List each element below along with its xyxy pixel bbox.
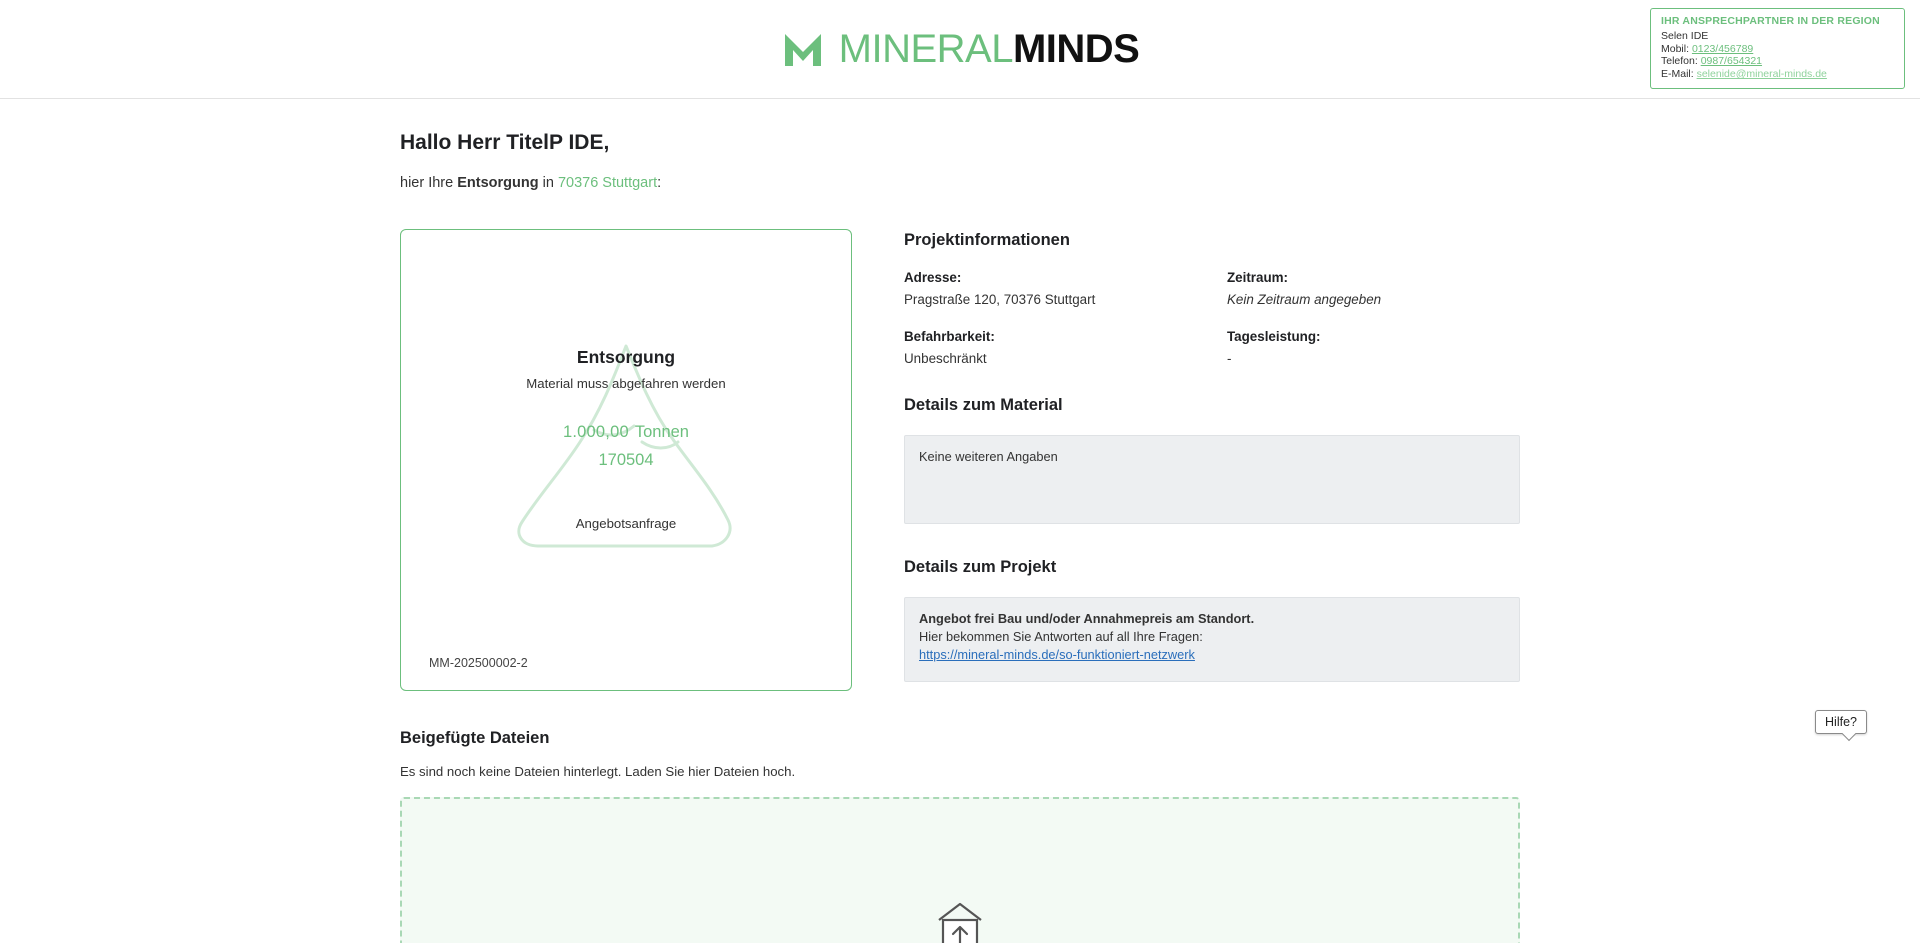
project-info-grid — [904, 270, 1520, 366]
contact-phone-link[interactable]: 0987/654321 — [1700, 55, 1763, 68]
brand-logo[interactable] — [0, 27, 1920, 72]
info-label: Adresse: — [904, 270, 962, 285]
card-amount-unit: Tonnen — [634, 423, 689, 441]
info-field-adresse — [904, 270, 1197, 307]
subtitle-location: 70376 Stuttgart — [557, 175, 658, 191]
card-material-code: 170504 — [598, 451, 654, 469]
info-field-tagesleistung — [1227, 329, 1520, 366]
project-summary-card[interactable] — [400, 229, 852, 691]
card-status-label: Angebotsanfrage — [575, 516, 677, 531]
attachments-title: Beigefügte Dateien — [400, 729, 550, 747]
contact-email-link[interactable]: selenide@mineral-minds.de — [1696, 68, 1827, 81]
regional-contact-box — [1650, 8, 1905, 89]
project-details-panel — [904, 597, 1520, 682]
contact-mobile-row — [1661, 43, 1896, 56]
contact-phone-label: Telefon: — [1661, 55, 1698, 68]
page-title: Hallo Herr TitelP IDE, — [400, 131, 610, 154]
card-amount-row — [401, 423, 851, 442]
project-info-title: Projektinformationen — [904, 231, 1070, 249]
contact-email-row — [1661, 68, 1896, 81]
project-details-subline: Hier bekommen Sie Antworten auf all Ihre Fragen: — [919, 629, 1203, 644]
contact-phone-row — [1661, 55, 1896, 68]
card-reference-number: MM-202500002-2 — [429, 656, 528, 670]
main-columns — [400, 229, 1520, 691]
page-header — [0, 0, 1920, 99]
brand-wordmark — [839, 27, 1140, 72]
info-label: Zeitraum: — [1227, 270, 1289, 285]
info-value: Pragstraße 120, 70376 Stuttgart — [904, 292, 1096, 307]
card-subtitle: Material muss abgefahren werden — [526, 376, 726, 391]
info-label: Tagesleistung: — [1227, 329, 1321, 344]
info-value: Kein Zeitraum angegeben — [1227, 292, 1382, 307]
details-column — [904, 229, 1520, 682]
subtitle-line — [400, 175, 1520, 191]
help-tooltip[interactable] — [1815, 710, 1867, 734]
attachments-section — [400, 729, 1520, 943]
project-details-headline: Angebot frei Bau und/oder Annahmepreis am Standort. — [919, 611, 1255, 626]
info-value: Unbeschränkt — [904, 351, 987, 366]
brand-wordmark-first: MINERAL — [838, 27, 1013, 71]
file-dropzone[interactable] — [400, 797, 1520, 943]
help-tooltip-label: Hilfe? — [1825, 715, 1857, 729]
project-card-content — [401, 230, 851, 531]
attachments-note: Es sind noch keine Dateien hinterlegt. Laden Sie hier Dateien hoch. — [400, 764, 796, 779]
material-details-panel — [904, 435, 1520, 524]
contact-person-name: Selen IDE — [1661, 29, 1709, 42]
upload-file-icon — [925, 898, 995, 943]
contact-box-title: IHR ANSPRECHPARTNER IN DER REGION — [1661, 15, 1880, 27]
subtitle-suffix: : — [657, 175, 662, 191]
project-details-link[interactable]: https://mineral-minds.de/so-funktioniert-netzwerk — [919, 647, 1195, 662]
page-body — [0, 99, 1920, 943]
info-field-zeitraum — [1227, 270, 1520, 307]
info-field-befahrbarkeit — [904, 329, 1197, 366]
info-label: Befahrbarkeit: — [904, 329, 995, 344]
material-details-title: Details zum Material — [904, 396, 1063, 414]
contact-mobile-link[interactable]: 0123/456789 — [1691, 42, 1754, 55]
contact-mobile-label: Mobil: — [1661, 42, 1690, 55]
card-amount-value: 1.000,00 — [563, 423, 629, 441]
content-container — [400, 99, 1520, 943]
mineralminds-logo-icon — [781, 28, 825, 72]
info-value: - — [1227, 351, 1232, 366]
subtitle-middle: in — [538, 175, 558, 191]
brand-wordmark-second: MINDS — [1012, 27, 1140, 71]
project-details-title: Details zum Projekt — [904, 558, 1057, 576]
material-details-text: Keine weiteren Angaben — [919, 449, 1058, 464]
subtitle-prefix: hier Ihre — [400, 175, 458, 191]
contact-email-label: E-Mail: — [1661, 68, 1694, 81]
subtitle-bold: Entsorgung — [457, 175, 539, 191]
card-title: Entsorgung — [576, 347, 676, 367]
